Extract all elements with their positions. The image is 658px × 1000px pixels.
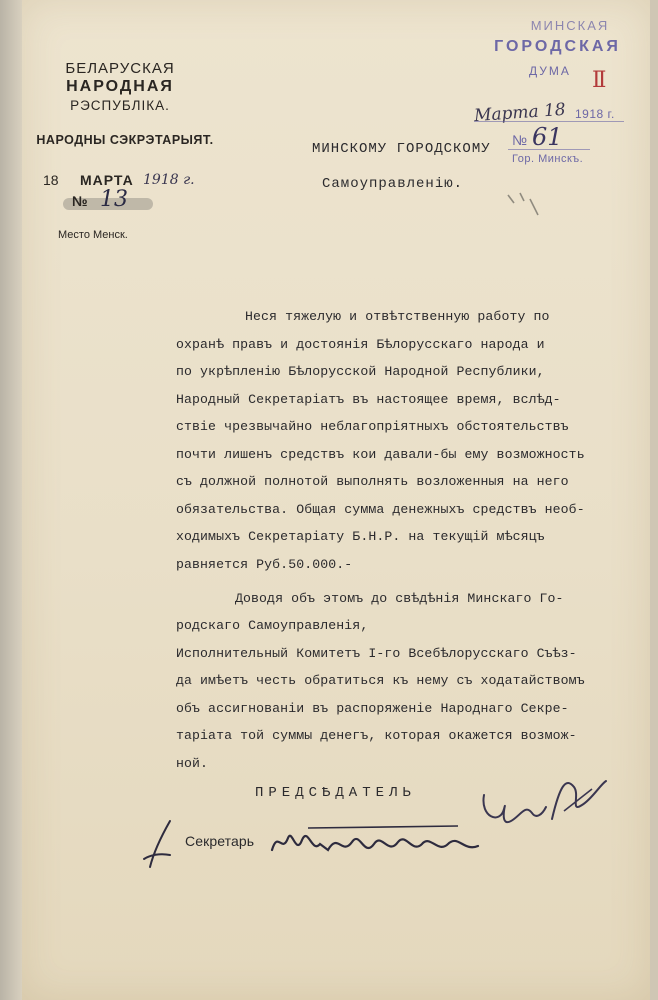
body-line: Доводя объ этомъ до свѣдѣнія Минскаго Го- (235, 591, 564, 606)
stamp-date-handwritten: Марта 18 (473, 99, 567, 127)
body-line: почти лишенъ средствъ кои давали-бы ему возможность (176, 447, 585, 462)
body-line: да имѣетъ честь обратиться къ нему съ ходатайствомъ (176, 673, 585, 688)
stamp-number-label: № (512, 132, 528, 148)
body-line: обязательства. Общая сумма денежныхъ средствъ необ- (176, 502, 585, 517)
body-line: съ должной полнотой выполнять возложенныя на него (176, 474, 569, 489)
scan-edge (0, 0, 22, 1000)
letterhead-line-4: НАРОДНЫ СЭКРЭТАРЫЯТ. (36, 133, 214, 147)
letterhead-date-day: 18 (43, 172, 59, 188)
body-line: таріата той суммы денегъ, которая окажется возмож- (176, 728, 577, 743)
body-line: Исполнительный Комитетъ I-го Всебѣлорусскаго Съѣз- (176, 646, 577, 661)
addressee-line-1: МИНСКОМУ ГОРОДСКОМУ (312, 141, 491, 157)
body-line: охранѣ правъ и достоянія Бѣлорусскаго народа и (176, 337, 545, 352)
stamp-year: 1918 г. (575, 107, 615, 121)
letterhead-line-2: НАРОДНАЯ (66, 78, 174, 95)
letterhead-line-1: БЕЛАРУСКАЯ (65, 60, 175, 77)
stamp-number-value: 61 (532, 123, 563, 151)
secretary-label: Секретарь (185, 833, 255, 849)
body-line: ствіе чрезвычайно неблагопріятныхъ обстоятельствъ (176, 419, 569, 434)
body-line: по укрѣпленію Бѣлорусской Народной Республики, (176, 364, 545, 379)
letterhead-date-year: 1918 г. (143, 172, 195, 188)
body-line: объ ассигнованіи въ распоряженіе Народнаго Секре- (176, 701, 569, 716)
letterhead-place: Место Менск. (58, 229, 128, 241)
letterhead-line-3: РЭСПУБЛІКА. (70, 98, 170, 113)
stamp-line-1: МИНСКАЯ (530, 18, 610, 33)
body-line: равняется Руб.50.000.- (176, 557, 353, 572)
letterhead-date-month: МАРТА (80, 172, 134, 188)
secretary-flourish (140, 815, 185, 875)
body-line: Народный Секретаріатъ въ настоящее время, вслѣд- (176, 392, 561, 407)
body-line: Неся тяжелую и отвѣтственную работу по (245, 309, 550, 324)
body-line: родскаго Самоуправленія, (176, 618, 369, 633)
chairman-label: ПРЕДСѢДАТЕЛЬ (255, 785, 416, 801)
secretary-signature (268, 820, 508, 870)
body-line: ной. (176, 756, 209, 771)
stamp-line-2: ГОРОДСКАЯ (494, 38, 621, 55)
stamp-pencil-mark: II (592, 68, 604, 93)
stamp-date-underline (474, 121, 624, 122)
pencil-mark (500, 185, 560, 225)
stamp-place: Гор. Минскъ. (512, 153, 584, 165)
letterhead-number-label: № (72, 193, 88, 209)
letterhead-number-value: 13 (100, 187, 128, 212)
addressee-line-2: Самоуправленію. (322, 176, 464, 192)
stamp-line-3: ДУМА (529, 64, 571, 78)
body-line: ходимыхъ Секретаріату Б.Н.Р. на текущій мѣсяцъ (176, 529, 545, 544)
stamp-number-underline (508, 149, 590, 150)
